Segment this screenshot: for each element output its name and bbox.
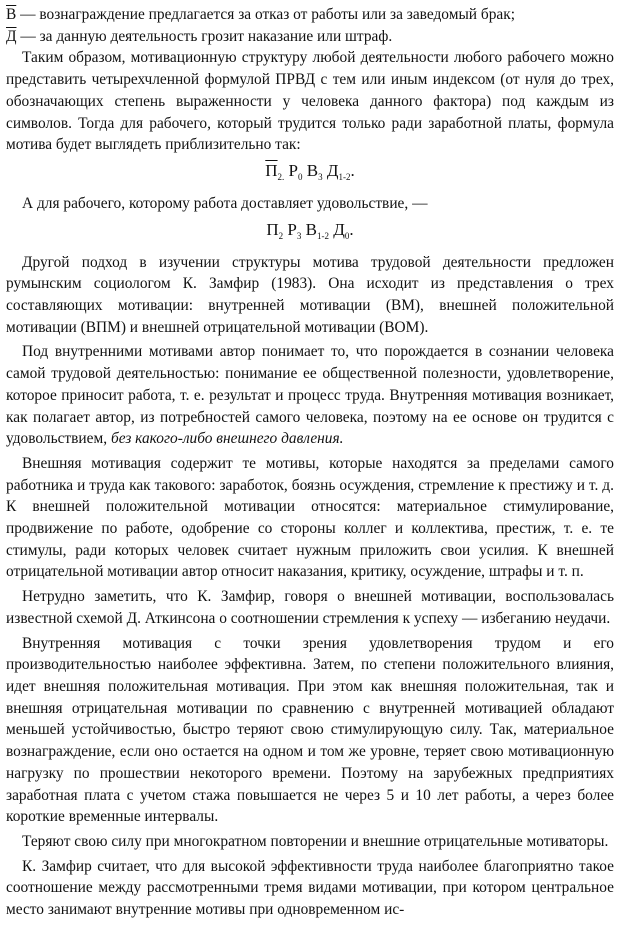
definition-text: — вознаграждение предлагается за отказ от работы или за заведомый брак;	[16, 6, 515, 23]
paragraph: К. Замфир считает, что для высокой эффективности труда наиболее благоприятно такое соотношение между рассмотренными тремя видами мотивации, при котором центральное место занимают внутренние мотивы при одновременном ис-	[6, 857, 614, 919]
formula-index: 1-2	[316, 230, 329, 241]
italic-phrase: без какого-либо внешнего давления.	[110, 430, 344, 448]
paragraph: Внутренняя мотивация с точки зрения удовлетворения трудом и его производительностью наиболее эффективна. Затем, по степени положительного влияния, идет внешняя положительная мотивация. При этом как внешняя положительная, так и внешняя отрицательная мотивации по сравнению с внутренней мотивацией обладают меньшей устойчивостью, быстро теряют свою стимулирующую силу. Так, материальное вознаграждение, если оно остается на одном и том же уровне, теряет свою мотивационную нагрузку по прошествии некоторого времени. Поэтому на зарубежных предприятиях заработная плата с учетом стажа повышается не через 5 и 10 лет работы, а через более короткие временные интервалы.	[6, 634, 614, 826]
paragraph: А для рабочего, которому работа доставляет удовольствие, —	[22, 194, 428, 212]
paragraph: Таким образом, мотивационную структуру любой деятельности любого рабочего можно представить четырехчленной формулой ПРВД с тем или иным индексом (от нуля до трех, обозначающих степень выраженности у человека данного фактора) под каждым из символов. Тогда для рабочего, который трудится только ради заработной платы, формула мотива будет выглядеть приблизительно так:	[6, 49, 614, 154]
formula-symbol: П	[266, 219, 279, 239]
formula-end: .	[349, 219, 354, 239]
paragraph: Внешняя мотивация содержит те мотивы, которые находятся за пределами самого работника и труда как такового: заработок, боязнь осуждения, стремление к престижу и т. д. К внешней положительной мотивации относятся: материальное стимулирование, продвижение по работе, одобрение со стороны коллег и коллектива, престиж, т. е. те стимулы, ради которых человек считает нужным приложить свои усилия. К внешней отрицательной мотивации автор относит наказания, критику, осуждение, штрафы и т. п.	[6, 454, 614, 581]
formula-index: 1-2	[338, 171, 351, 182]
paragraph: Нетрудно заметить, что К. Замфир, говоря о внешней мотивации, воспользовалась известной схемой Д. Аткинсона о соотношении стремления к успеху — избеганию неудачи.	[6, 588, 614, 627]
definition-letter: В	[6, 6, 17, 23]
formula-index: 2	[278, 230, 284, 241]
definition-v	[6, 4, 614, 26]
paragraph: Другой подход в изучении структуры мотива трудовой деятельности предложен румынским социологом К. Замфир (1983). Она исходит из представления о трех составляющих мотивации: внутренней мотивации (ВМ), внешней положительной мотивации (ВПМ) и внешней отрицательной мотивации (ВОМ).	[6, 253, 614, 336]
formula-index: 0	[298, 171, 303, 182]
paragraph-text: Под внутренними мотивами автор понимает то, что порождается в сознании человека самой трудовой деятельностью: понимание ее общественной полезности, удовлетворение, которое приносит работа, т. е. результат и процесс труда. Внутренняя мотивация возникает, как полагает автор, из потребностей самого человека, поэтому на ее основе он трудится с удовольствием,	[6, 343, 614, 448]
formula-symbol: Р	[287, 219, 297, 239]
formula-symbol: Р	[288, 160, 299, 180]
formula-index: 3	[296, 230, 302, 241]
formula-symbol: В	[306, 160, 319, 180]
formula-symbol: Д	[333, 219, 345, 239]
formula-index: 3	[318, 171, 323, 182]
paragraph: Теряют свою силу при многократном повторении и внешние отрицательные мотиваторы.	[22, 832, 609, 850]
definition-text: — за данную деятельность грозит наказание или штраф.	[16, 27, 393, 45]
formula-symbol: В	[305, 219, 317, 239]
paragraph-internal-motives	[6, 341, 614, 450]
formula-symbol: Д	[326, 160, 339, 180]
formula-symbol: П	[265, 160, 278, 180]
formula-index: 0	[344, 230, 350, 241]
formula-end: .	[350, 160, 355, 180]
definition-d	[6, 26, 614, 48]
definition-letter: Д	[6, 27, 17, 45]
formula-index: 2.	[277, 171, 285, 182]
formula-pleasure-motive	[6, 218, 614, 248]
formula-wage-motive	[6, 159, 614, 189]
